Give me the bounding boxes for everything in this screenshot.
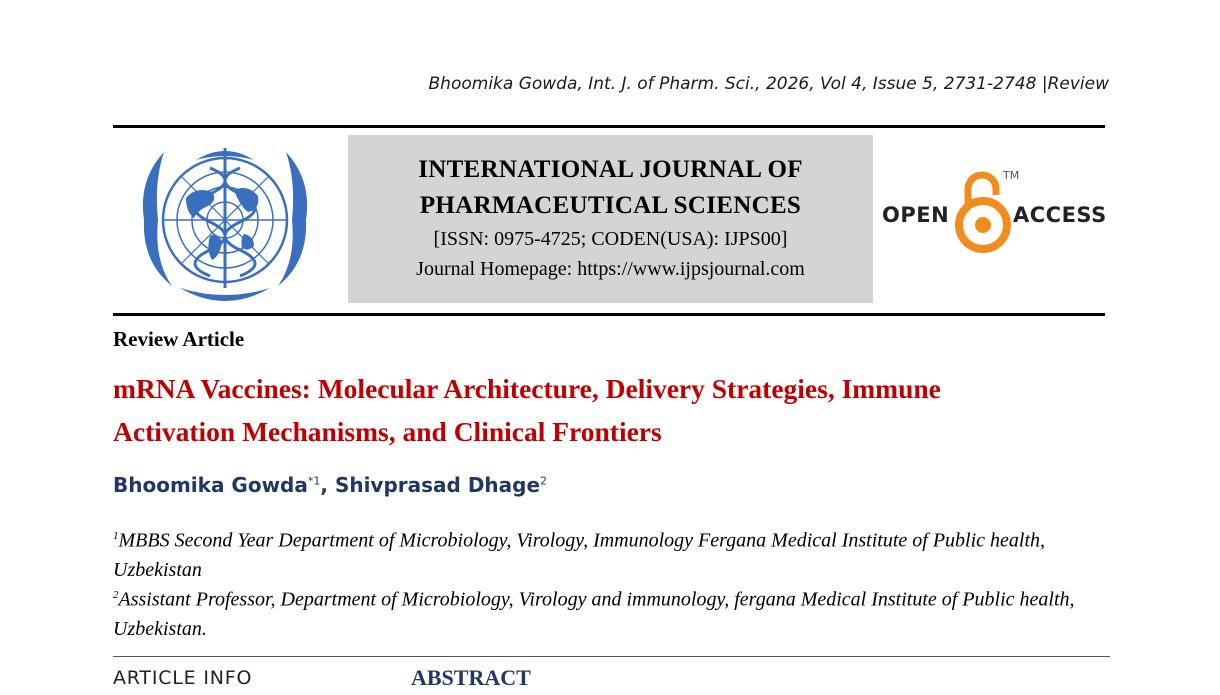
journal-masthead (348, 135, 873, 303)
open-access-open-text: OPEN (882, 203, 950, 227)
author-list (113, 473, 547, 497)
section-divider (113, 656, 1110, 657)
article-type: Review Article (113, 327, 245, 351)
top-rule (113, 125, 1105, 128)
article-title-line1: mRNA Vaccines: Molecular Architecture, Delivery Strategies, Immune (113, 373, 941, 404)
author-name: Bhoomika Gowda (113, 473, 308, 497)
masthead-bottom-rule (113, 313, 1105, 316)
un-emblem-caduceus-icon (126, 138, 324, 308)
author-separator: , (320, 473, 335, 497)
affiliation-1 (113, 522, 1103, 585)
open-access-tm: TM (1003, 169, 1020, 182)
author-name: Shivprasad Dhage (334, 473, 541, 497)
affiliation-number: 2 (113, 589, 119, 601)
abstract-heading: ABSTRACT (411, 665, 531, 690)
open-access-access-text: ACCESS (1013, 203, 1107, 227)
article-info-heading: ARTICLE INFO (113, 667, 253, 689)
citation-header: Bhoomika Gowda, Int. J. of Pharm. Sci., 2026, Vol 4, Issue 5, 2731-2748 |Review (428, 74, 1109, 94)
affiliation-text: Assistant Professor, Department of Microbiology, Virology and immunology, fergana Medical Institute of Public health, Uzbekistan. (113, 588, 1075, 640)
journal-homepage: Journal Homepage: https://www.ijpsjournal.com (416, 258, 805, 280)
article-title-line2: Activation Mechanisms, and Clinical Frontiers (113, 416, 662, 447)
journal-issn: [ISSN: 0975-4725; CODEN(USA): IJPS00] (433, 228, 788, 250)
affiliation-number: 1 (113, 530, 119, 542)
journal-title-line2: PHARMACEUTICAL SCIENCES (419, 192, 802, 219)
journal-title-line1: INTERNATIONAL JOURNAL OF (418, 156, 803, 183)
affiliation-2 (113, 581, 1103, 644)
article-title (113, 367, 1113, 453)
author-affiliation-mark: *1 (307, 474, 321, 488)
author-affiliation-mark: 2 (540, 474, 548, 488)
open-access-logo (882, 165, 1107, 255)
affiliation-text: MBBS Second Year Department of Microbiology, Virology, Immunology Fergana Medical Institute of Public health, Uzbekistan (113, 529, 1046, 581)
